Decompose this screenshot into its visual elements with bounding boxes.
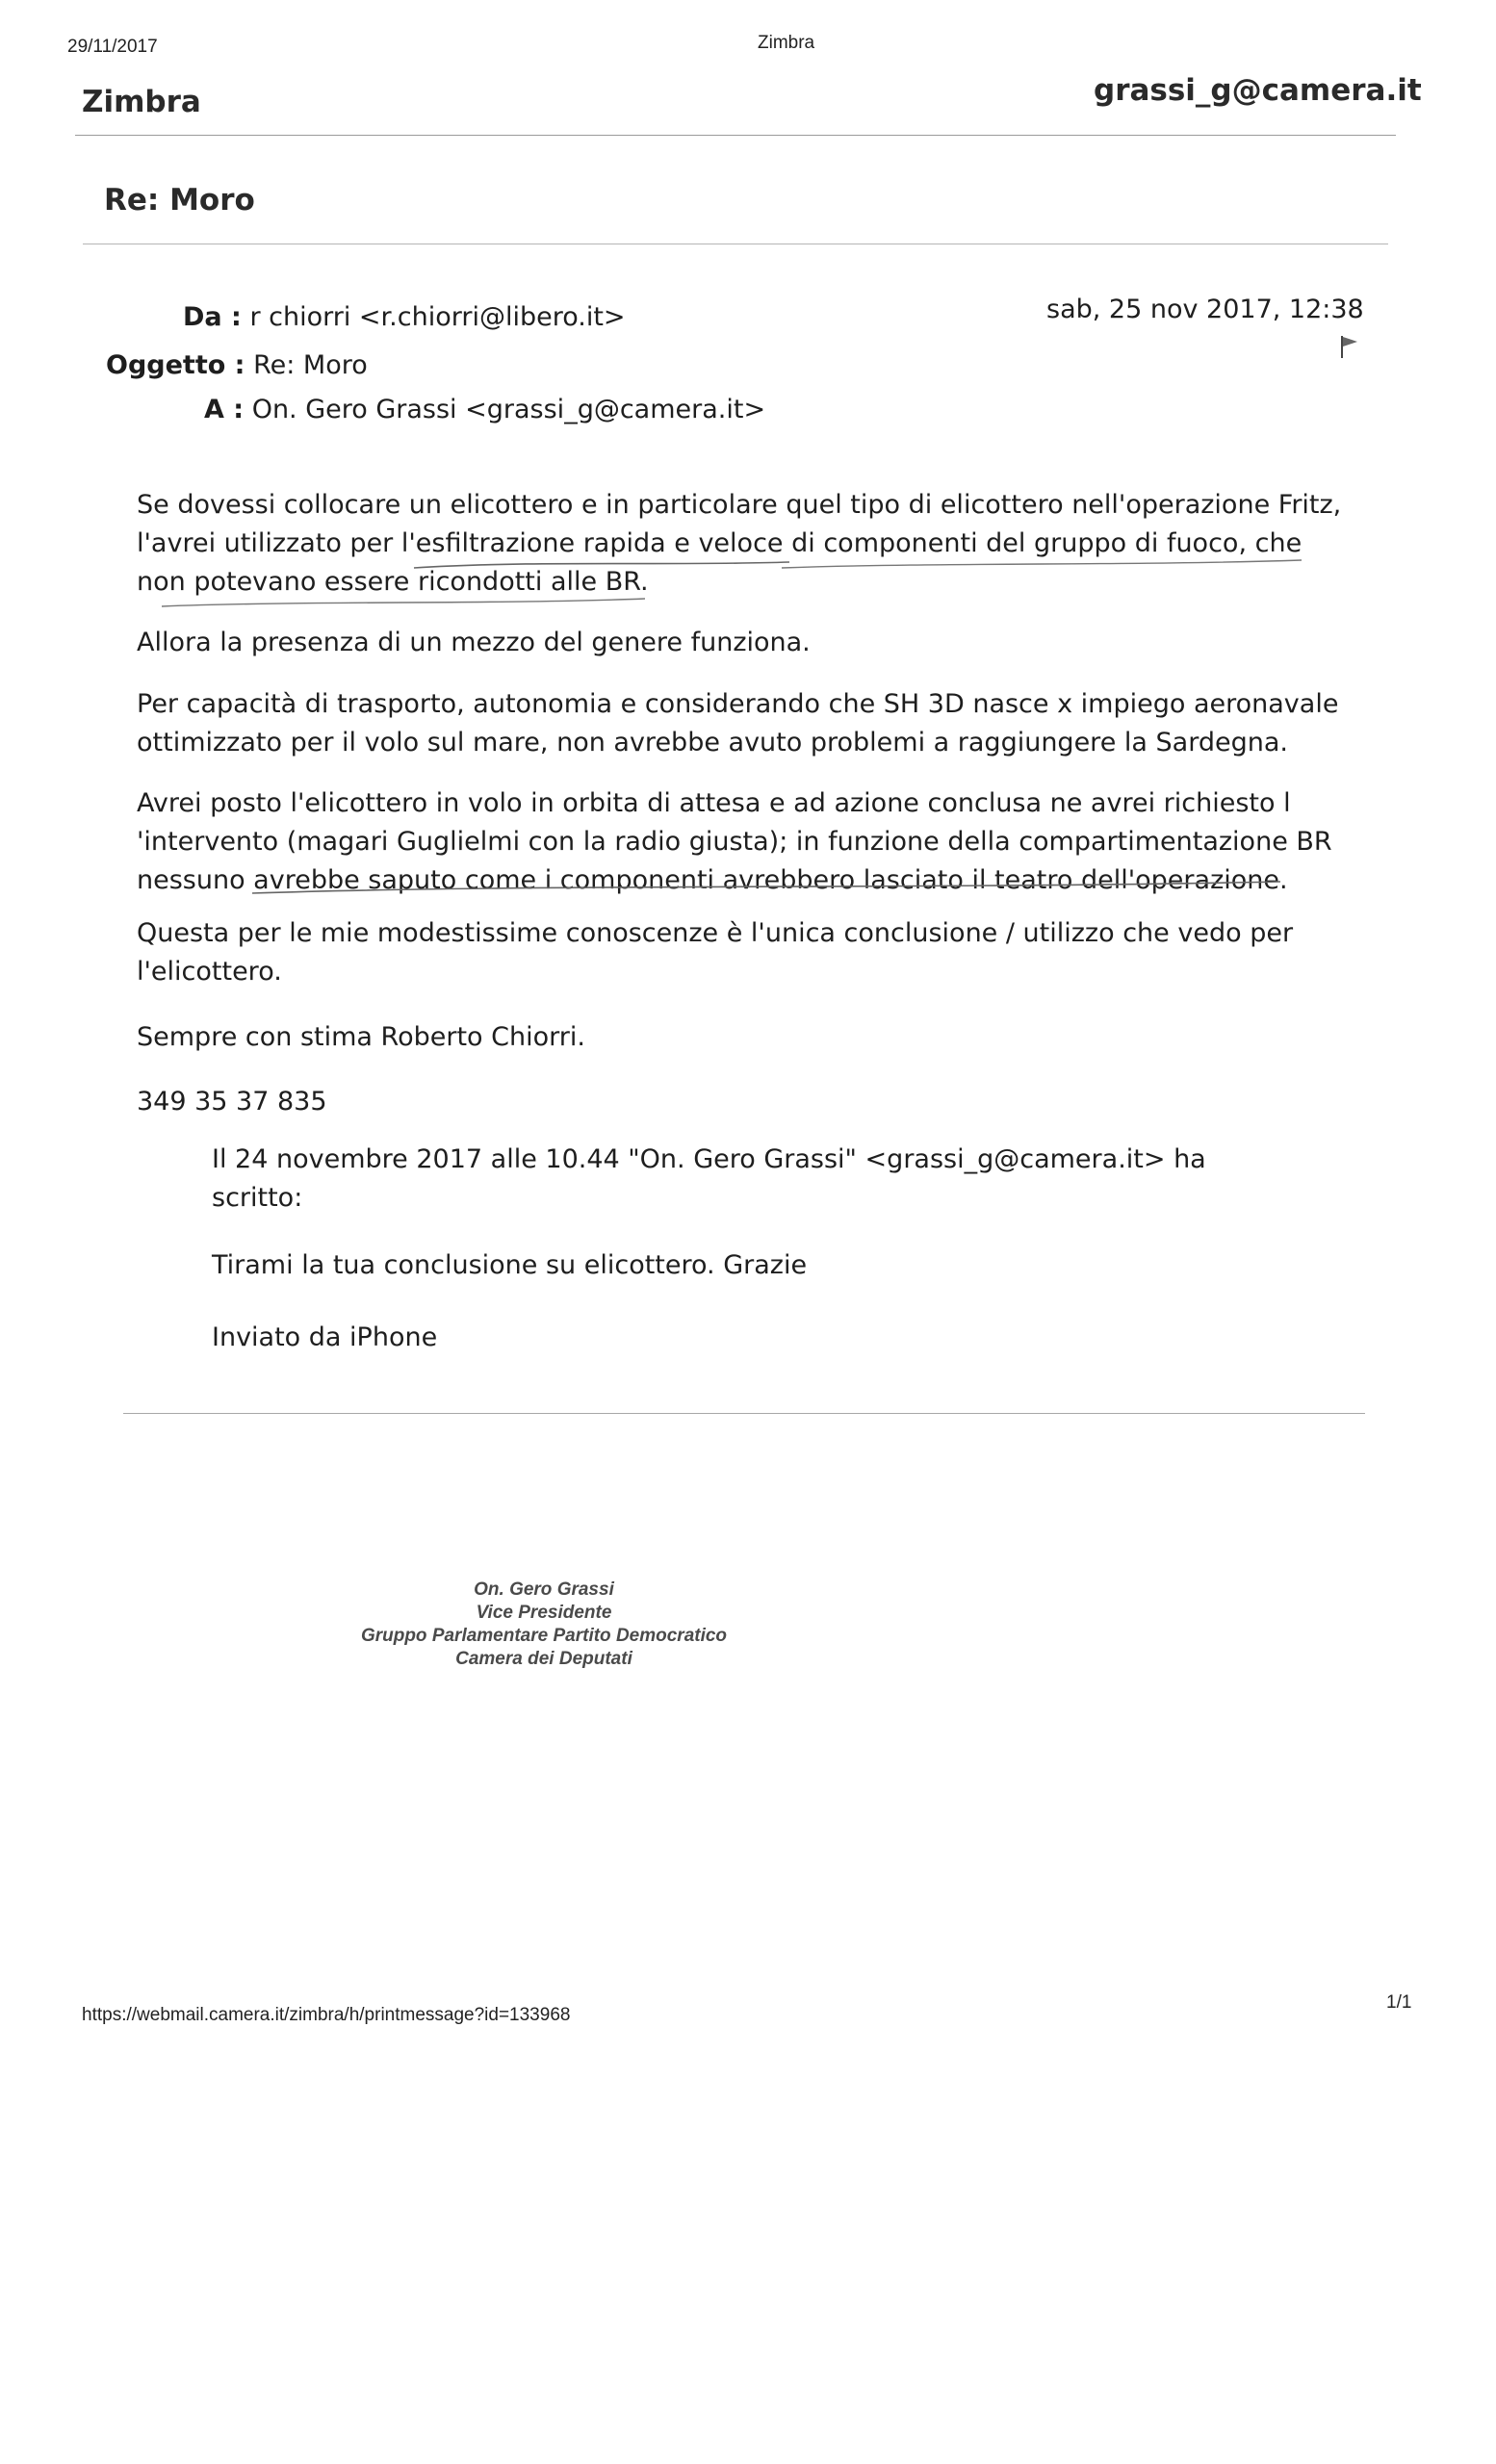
brand-name: Zimbra (82, 85, 201, 119)
body-phone: 349 35 37 835 (137, 1087, 327, 1116)
body-line: nessuno avrebbe saputo come i componenti avrebbero lasciato il teatro dell'operazione. (137, 865, 1288, 895)
quoted-signature: Inviato da iPhone (212, 1322, 438, 1352)
message-subject-title: Re: Moro (104, 183, 255, 218)
print-date: 29/11/2017 (67, 37, 158, 57)
print-app-title: Zimbra (758, 33, 815, 53)
stamp-group: Gruppo Parlamentare Partito Democratico (360, 1626, 728, 1646)
body-line: Questa per le mie modestissime conoscenze è l'unica conclusione / utilizzo che vedo per (137, 918, 1294, 948)
body-line: l'elicottero. (137, 957, 282, 987)
body-line: non potevano essere ricondotti alle BR. (137, 567, 649, 597)
to-label: A : (204, 395, 245, 424)
quoted-line: scritto: (212, 1183, 303, 1213)
quoted-line: Il 24 novembre 2017 alle 10.44 "On. Gero Grassi" <grassi_g@camera.it> ha (212, 1144, 1206, 1174)
body-line: ottimizzato per il volo sul mare, non avrebbe avuto problemi a raggiungere la Sardegna. (137, 728, 1288, 757)
body-paragraph-2: Allora la presenza di un mezzo del genere funziona. (137, 628, 811, 657)
subject-label: Oggetto : (106, 350, 245, 380)
stamp-role: Vice Presidente (476, 1603, 612, 1623)
page-number: 1/1 (1386, 1992, 1412, 2013)
stamp-name: On. Gero Grassi (474, 1579, 614, 1600)
signature-stamp (332, 1578, 756, 1671)
quoted-text: Tirami la tua conclusione su elicottero. Grazie (212, 1250, 808, 1280)
body-line: Per capacità di trasporto, autonomia e considerando che SH 3D nasce x impiego aeronavale (137, 689, 1339, 719)
body-line: l'avrei utilizzato per l'esfiltrazione rapida e veloce di componenti del gruppo di fuoco, che (137, 528, 1303, 558)
body-signoff: Sempre con stima Roberto Chiorri. (137, 1022, 585, 1052)
body-line: 'intervento (magari Guglielmi con la radio giusta); in funzione della compartimentazione BR (137, 827, 1332, 857)
stamp-institution: Camera dei Deputati (455, 1649, 632, 1669)
from-value: r chiorri <r.chiorri@libero.it> (249, 302, 626, 332)
message-date: sab, 25 nov 2017, 12:38 (1046, 295, 1364, 324)
to-value: On. Gero Grassi <grassi_g@camera.it> (251, 395, 766, 424)
from-label: Da : (183, 302, 242, 332)
print-url[interactable]: https://webmail.camera.it/zimbra/h/printmessage?id=133968 (82, 2005, 571, 2025)
subject-value: Re: Moro (253, 350, 368, 380)
body-line: Avrei posto l'elicottero in volo in orbita di attesa e ad azione conclusa ne avrei richiesto l (137, 788, 1291, 818)
body-line: Se dovessi collocare un elicottero e in particolare quel tipo di elicottero nell'operazione Fritz, (137, 490, 1342, 520)
account-email: grassi_g@camera.it (1094, 73, 1422, 108)
